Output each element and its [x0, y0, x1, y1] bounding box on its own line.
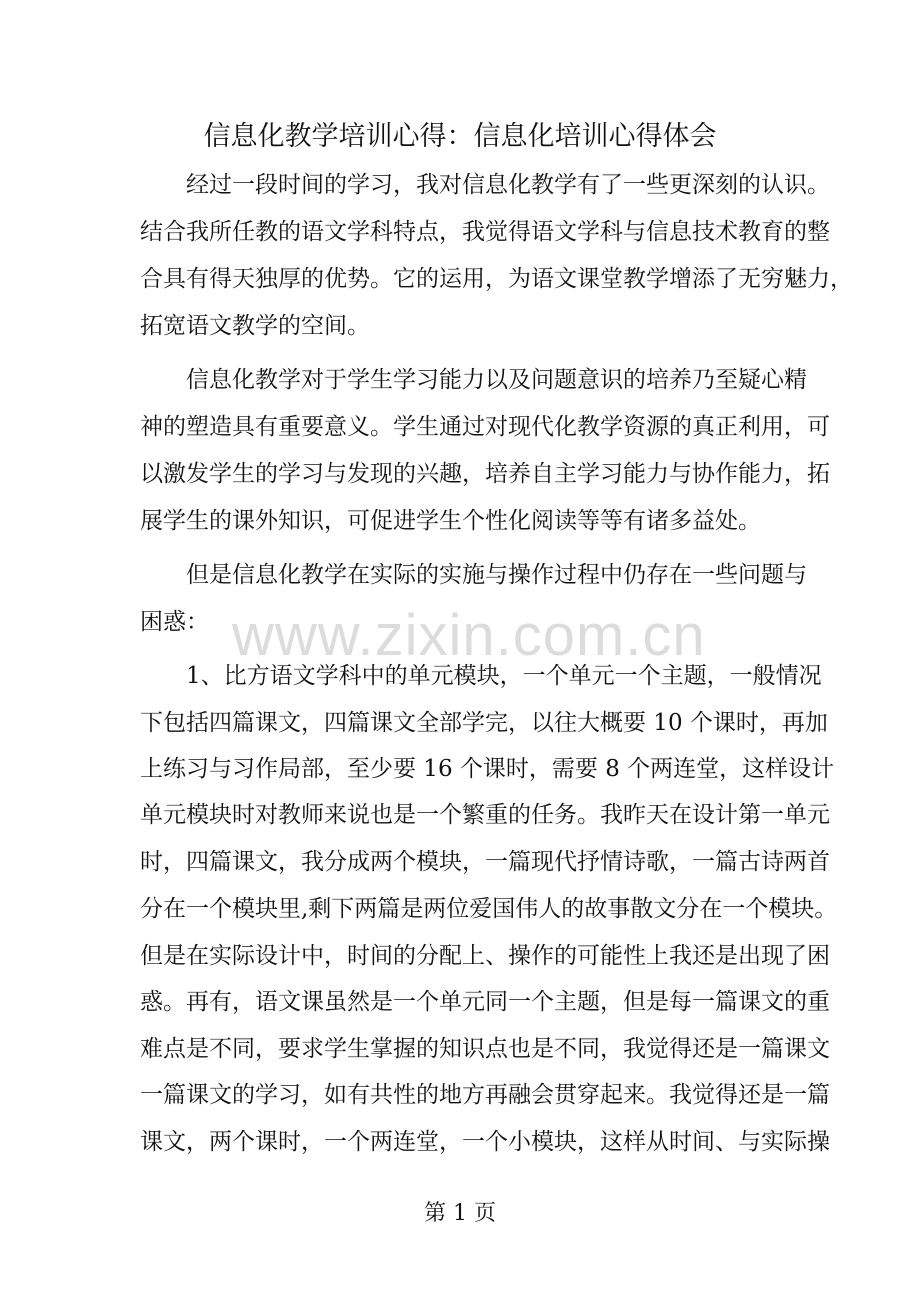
paragraph-line: 以激发学生的学习与发现的兴趣，培养自主学习能力与协作能力，拓	[140, 461, 830, 487]
watermark: www.zixin.com.cn	[232, 603, 706, 668]
paragraph-line: 一篇课文的学习，如有共性的地方再融会贯穿起来。我觉得还是一篇	[140, 1082, 830, 1108]
paragraph-line: 惑。再有，语文课虽然是一个单元同一个主题，但是每一篇课文的重	[140, 989, 830, 1015]
paragraph-line: 时，四篇课文，我分成两个模块，一篇现代抒情诗歌，一篇古诗两首	[140, 849, 830, 875]
paragraph-line: 单元模块时对教师来说也是一个繁重的任务。我昨天在设计第一单元	[140, 802, 830, 828]
paragraph-line: 分在一个模块里,剩下两篇是两位爱国伟人的故事散文分在一个模块。	[140, 896, 838, 922]
paragraph-line: 神的塑造具有重要意义。学生通过对现代化教学资源的真正利用，可	[140, 414, 830, 440]
paragraph-line: 难点是不同，要求学生掌握的知识点也是不同，我觉得还是一篇课文	[140, 1036, 830, 1062]
document-title: 信息化教学培训心得：信息化培训心得体会	[203, 121, 717, 152]
paragraph-line: 困惑：	[140, 609, 209, 635]
page-number: 第 1 页	[424, 1201, 496, 1226]
paragraph-line: 结合我所任教的语文学科特点，我觉得语文学科与信息技术教育的整	[140, 219, 830, 245]
paragraph-line: 但是信息化教学在实际的实施与操作过程中仍存在一些问题与	[186, 562, 807, 588]
paragraph-line: 上练习与习作局部，至少要 16 个课时，需要 8 个两连堂，这样设计	[140, 756, 835, 782]
paragraph-line: 但是在实际设计中，时间的分配上、操作的可能性上我还是出现了困	[140, 943, 830, 969]
paragraph-line: 合具有得天独厚的优势。它的运用，为语文课堂教学增添了无穷魅力，	[140, 266, 853, 292]
paragraph-line: 1、比方语文学科中的单元模块，一个单元一个主题，一般情况	[186, 663, 822, 689]
paragraph-line: 经过一段时间的学习，我对信息化教学有了一些更深刻的认识。	[186, 172, 830, 198]
paragraph-line: 拓宽语文教学的空间。	[140, 313, 370, 339]
paragraph-line: 信息化教学对于学生学习能力以及问题意识的培养乃至疑心精	[186, 367, 807, 393]
paragraph-line: 课文，两个课时，一个两连堂，一个小模块，这样从时间、与实际操	[140, 1129, 830, 1155]
paragraph-line: 下包括四篇课文，四篇课文全部学完，以往大概要 10 个课时，再加	[140, 710, 828, 736]
paragraph-line: 展学生的课外知识，可促进学生个性化阅读等等有诸多益处。	[140, 508, 761, 534]
